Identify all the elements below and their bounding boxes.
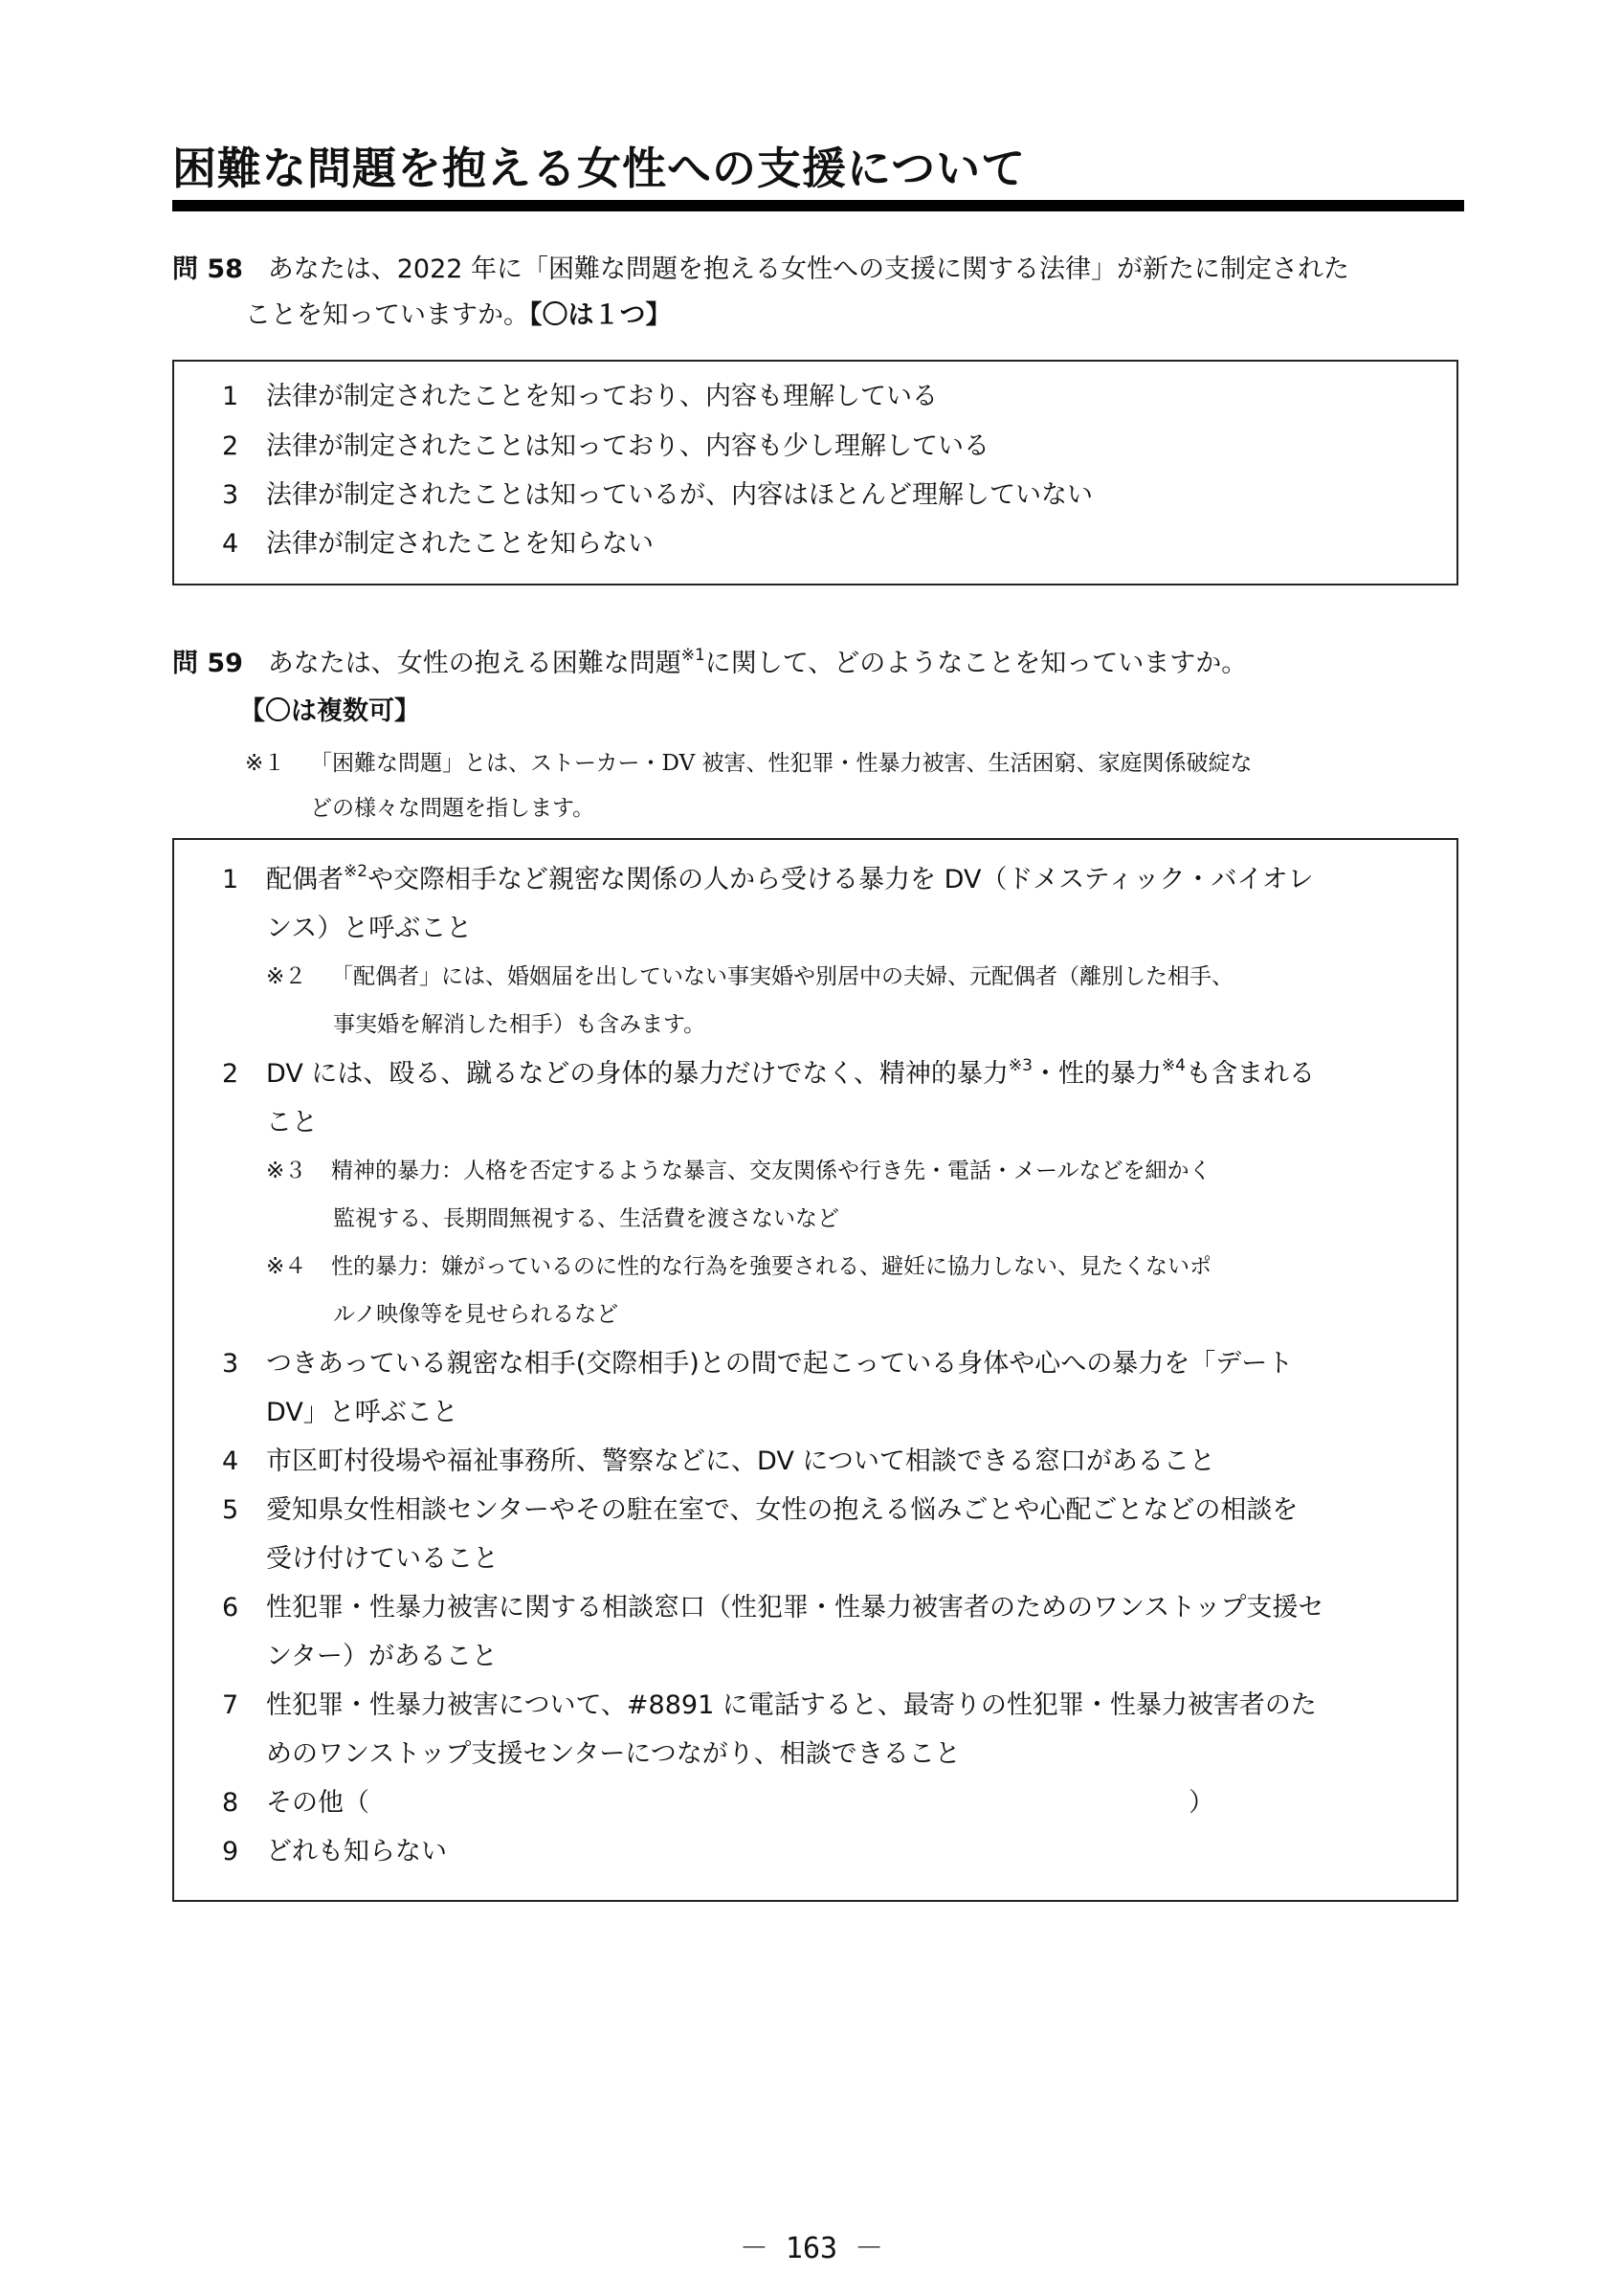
q59-option-4[interactable]: 4 市区町村役場や福祉事務所、警察などに、DV について相談できる窓口があること: [222, 1446, 1215, 1476]
q58-options-box: [172, 360, 1458, 585]
q59-option-3-line2: DV」と呼ぶこと: [266, 1398, 458, 1427]
q59-option-7-line2: めのワンストップ支援センターにつながり、相談できること: [266, 1739, 961, 1769]
q59-option-6[interactable]: 6 性犯罪・性暴力被害に関する相談窓口（性犯罪・性暴力被害者のためのワンストップ支援セ: [222, 1593, 1324, 1623]
q58-instruction: 【〇は１つ】: [529, 300, 672, 330]
q59-option-6-line2: ンター）があること: [266, 1642, 498, 1671]
q58-option-4[interactable]: 4 法律が制定されたことを知らない: [222, 529, 654, 559]
q59-instruction: 【〇は複数可】: [239, 696, 420, 726]
q58-option-1[interactable]: 1 法律が制定されたことを知っており、内容も理解している: [222, 382, 938, 411]
q59-note3-line2: 監視する、長期間無視する、生活費を渡さないなど: [333, 1206, 839, 1231]
q59-note1-line2: どの様々な問題を指します。: [310, 796, 595, 821]
q59-option-3[interactable]: 3 つきあっている親密な相手(交際相手)との間で起こっている身体や心への暴力を「デート: [222, 1349, 1294, 1379]
section-title: 困難な問題を抱える女性への支援について: [172, 143, 1027, 194]
q59-option-5[interactable]: 5 愛知県女性相談センターやその駐在室で、女性の抱える悩みごとや心配ごとなどの相談を: [222, 1495, 1299, 1525]
q58-header-line2: [245, 297, 672, 335]
q59-header: 問 59 あなたは、女性の抱える困難な問題$^{※1}$に関して、どのようなことを知っていますか。: [172, 646, 1248, 678]
page-number: － 163 －: [739, 2232, 884, 2265]
q58-number: 問 58: [172, 254, 243, 284]
q59-note4-line2: ルノ映像等を見せられるなど: [333, 1302, 619, 1327]
q59-option-1[interactable]: 1 配偶者$^{※2}$や交際相手など親密な関係の人から受ける暴力を DV（ドメスティック・バイオレ: [222, 862, 1314, 894]
q59-note2: ※２ 「配偶者」には、婚姻届を出していない事実婚や別居中の夫婦、元配偶者（離別した相手、: [266, 964, 1234, 989]
q59-option-9[interactable]: 9 どれも知らない: [222, 1837, 447, 1866]
q59-note1: ※１ 「困難な問題」とは、ストーカー・DV 被害、性犯罪・性暴力被害、生活困窮、家庭関係破綻な: [245, 751, 1253, 776]
q59-option-1-line2: ンス）と呼ぶこと: [266, 914, 473, 943]
q59-option-8-close: ）: [1189, 1788, 1214, 1818]
q59-number: 問 59: [172, 649, 243, 678]
q58-text-line1: あなたは、2022 年に「困難な問題を抱える女性への支援に関する法律」が新たに制定された: [267, 254, 1350, 284]
q59-option-2[interactable]: 2 DV には、殴る、蹴るなどの身体的暴力だけでなく、精神的暴力$^{※3}$・性的暴力$^{※4}$も含まれる: [222, 1056, 1315, 1089]
q59-options-box: [172, 838, 1458, 1902]
q58-option-2[interactable]: 2 法律が制定されたことは知っており、内容も少し理解している: [222, 431, 989, 461]
q59-option-5-line2: 受け付けていること: [266, 1544, 499, 1574]
q59-option-8[interactable]: 8 その他（: [222, 1788, 369, 1818]
q59-option-2-line2: こと: [266, 1108, 318, 1137]
q59-note4: ※４ 性的暴力：嫌がっているのに性的な行為を強要される、避妊に協力しない、見たくないポ: [266, 1254, 1212, 1279]
title-underline: [172, 200, 1464, 211]
q59-note3: ※３ 精神的暴力：人格を否定するような暴言、交友関係や行き先・電話・メールなどを細かく: [266, 1159, 1212, 1183]
q58-header: [172, 251, 1349, 289]
q58-text-line2: ことを知っていますか。: [245, 300, 529, 330]
q59-option-7[interactable]: 7 性犯罪・性暴力被害について、#8891 に電話すると、最寄りの性犯罪・性暴力被害者のた: [222, 1690, 1317, 1720]
q58-option-3[interactable]: 3 法律が制定されたことは知っているが、内容はほとんど理解していない: [222, 480, 1093, 510]
q59-note2-line2: 事実婚を解消した相手）も含みます。: [333, 1012, 706, 1037]
